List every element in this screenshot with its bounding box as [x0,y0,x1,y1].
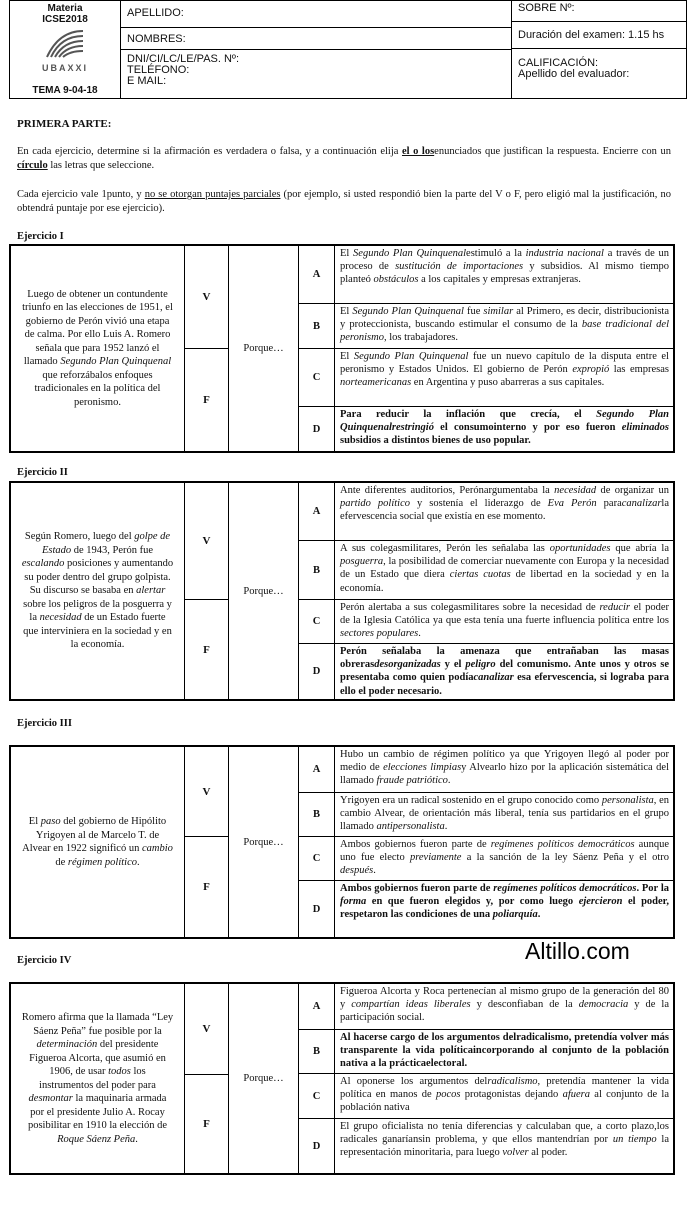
exam-header [9,0,687,99]
org-name: UBAXXI [41,63,88,73]
sobre-field[interactable]: SOBRE Nº: [512,1,686,22]
option-letter-a[interactable]: A [299,483,335,540]
false-option[interactable]: F [203,643,210,656]
apellido-field[interactable]: APELLIDO: [121,1,511,28]
true-false-column [185,483,229,699]
calificacion-label: CALIFICACIÓN: [518,57,599,69]
option-letter-c[interactable]: C [299,1074,335,1118]
option-text: Al oponerse los argumentos delradicalismo, pretendía mantener la vida política en manos de pocos protagonistas dejando afuera al conjunto de la población nativa [340,1076,670,1114]
true-option[interactable]: V [185,747,228,837]
option-text: Para reducir la inflación que crecía, el Segundo Plan Quinquenalrestringió el consumointerno y por eso fueron eliminados subsidios a distintos bienes de uso popular. [340,409,669,447]
exercise-statement: El paso del gobierno de Hipólito Yrigoyen al de Marcelo T. de Alvear en 1922 significó un cambio de régimen político. [11,747,185,937]
option-letter-d[interactable]: D [299,644,335,699]
option-letter-c[interactable]: C [299,837,335,880]
email-field[interactable]: E MAIL: [127,75,167,87]
option-letter-b[interactable]: B [299,304,335,348]
option-text: Perón alertaba a sus colegasmilitares sobre la necesidad de reducir el poder de la Iglesia Católica ya que esta tenía una fuerte influencia política entre los sectores populares. [340,602,669,640]
option-row-b [299,793,673,837]
option-letter-a[interactable]: A [299,246,335,303]
nombres-field[interactable]: NOMBRES: [121,28,511,50]
option-row-a [299,483,673,541]
option-row-c [299,1074,673,1119]
true-option[interactable]: V [185,984,228,1075]
option-letter-c[interactable]: C [299,600,335,643]
porque-label: Porque… [229,984,299,1173]
option-text: Hubo un cambio de régimen político ya que Yrigoyen llegó al poder por medio de elecciones limpiasy Alvearlo hizo por la aplicación sistemática del llamado fraude patriótico. [340,749,669,787]
options-column [299,483,673,699]
option-row-d [299,407,673,451]
option-letter-b[interactable]: B [299,541,335,599]
true-option[interactable]: V [185,483,228,600]
options-column [299,246,673,451]
option-row-d [299,1119,673,1173]
option-text: Figueroa Alcorta y Roca pertenecían al mismo grupo de la generación del 80 y compartían ideas liberales y desconfiaban de la democracia y de la participación social. [340,986,669,1024]
option-text: El Segundo Plan Quinquenal fue similar al Primero, es decir, distribucionista y proteccionista, buscando estimular el consumo de la base tradicional del peronismo, los trabajadores. [340,306,669,344]
ubaxxi-logo-icon [39,27,91,61]
tema-label: TEMA 9-04-18 [32,85,98,96]
exercise-title: Ejercicio IV [17,955,72,966]
false-option[interactable]: F [203,881,210,893]
option-row-a [299,984,673,1030]
part-title: PRIMERA PARTE: [17,118,112,130]
option-row-b [299,1030,673,1074]
true-option[interactable]: V [185,246,228,349]
option-text: Ambos gobiernos fueron parte de regímenes políticos democráticos aunque uno fue electo previamente a la sanción de la ley Sáenz Peña y el otro después. [340,839,669,877]
exercise-table [9,745,675,939]
option-row-d [299,644,673,699]
option-letter-c[interactable]: C [299,349,335,406]
exercise-table [9,982,675,1175]
porque-label: Porque… [229,747,299,937]
false-option[interactable]: F [203,1118,210,1130]
option-row-c [299,349,673,407]
option-row-d [299,881,673,937]
option-text: Ante diferentes auditorios, Perónargumentaba la necesidad de organizar un partido político y sostenía el liderazgo de Eva Perón paracanalizarla efervescencia social que existía en ese momento. [340,485,669,523]
exercise-statement: Según Romero, luego del golpe de Estado de 1943, Perón fue escalando posiciones y aumentando su poder dentro del grupo golpista. Su discurso se basaba en alertar sobre los peligros de la posguerra y la necesidad de un Estado fuerte que interviniera en la sociedad y en la economía. [11,483,185,699]
porque-label: Porque… [229,246,299,451]
dni-field[interactable]: DNI/CI/LC/LE/PAS. Nº: [127,53,240,65]
calificacion-box[interactable] [512,49,686,98]
evaluador-label: Apellido del evaluador: [518,68,630,80]
option-letter-d[interactable]: D [299,407,335,451]
true-false-column [185,246,229,451]
option-letter-d[interactable]: D [299,1119,335,1173]
option-row-b [299,541,673,600]
option-text: A sus colegasmilitares, Perón les señalaba las oportunidades que abría la posguerra, la posibilidad de comerciar nuevamente con Europa y la necesidad de un Estado que diera ciertas cuotas de libertad en la sociedad y en la economía. [340,543,669,594]
option-text: El Segundo Plan Quinquenalestimuló a la industria nacional a través de un proceso de sustitución de importaciones y subsidios. Al mismo tiempo planteó obstáculos a los capitales y empresas extranjeras. [340,248,669,286]
student-fields [121,0,511,99]
exercise-title: Ejercicio III [17,718,72,729]
option-text: Ambos gobiernos fueron parte de regímenes políticos democráticos. Por la forma en que fueron elegidos y, por como luego ejercieron el poder, respetaron las condiciones de una poliarquía. [340,883,669,921]
instructions-paragraph: En cada ejercicio, determine si la afirmación es verdadera o falsa, y a continuación elija el o losenunciados que justifican la respuesta. Encierre con un círculo las letras que seleccione. [17,146,671,171]
option-letter-d[interactable]: D [299,881,335,937]
materia-code: ICSE2018 [42,14,88,25]
option-row-c [299,837,673,881]
exercise-table [9,481,675,701]
option-text: Al hacerse cargo de los argumentos delradicalismo, pretendía volver más transparente la vida políticaincorporando al conjunto de la población nativa a la prácticaelectoral. [340,1032,669,1070]
true-false-column [185,984,229,1173]
option-letter-a[interactable]: A [299,984,335,1029]
watermark: Altillo.com [525,938,630,964]
option-row-a [299,747,673,793]
options-column [299,747,673,937]
false-option[interactable]: F [203,394,210,406]
options-column [299,984,673,1173]
option-row-c [299,600,673,644]
exercise-statement: Romero afirma que la llamada “Ley Sáenz Peña” fue posible por la determinación del presidente Figueroa Alcorta, que asumió en 1906, de usar todos los instrumentos del poder para desmontar la maquinaria armada por el presidente Julio A. Rocay posibilitar en 1910 la elección de Roque Sáenz Peña. [11,984,185,1173]
option-text: Perón señalaba la amenaza que entrañaban las masas obrerasdesorganizadas y el peligro del comunismo. Ante unos y otros se presentaba como quien podíacanalizar esa efervescencia, si lograba para ello el poder necesario. [340,646,669,697]
exercise-statement: Luego de obtener un contundente triunfo en las elecciones de 1951, el gobierno de Perón vivió una etapa de calma. Por ello Luis A. Romero señala que para 1952 lanzó el llamado Segundo Plan Quinquenal que reforzábalos enfoques tradicionales en la política del peronismo. [11,246,185,451]
option-letter-a[interactable]: A [299,747,335,792]
porque-label: Porque… [229,483,299,699]
header-logo-box [9,0,121,99]
option-text: El Segundo Plan Quinquenal fue un nuevo capítulo de la disputa entre el peronismo y Estados Unidos. El gobierno de Perón expropió las empresas norteamericanas en Argentina y puso abarreras a sus capitales. [340,351,670,389]
option-text: El grupo oficialista no tenía diferencias y calculaban que, a corto plazo,los radicales ganaríansin problema, y que ellos mantendrían por un tiempo la representación minoritaria, para luego volver al poder. [340,1121,670,1159]
exercise-table [9,244,675,453]
exercise-title: Ejercicio II [17,467,68,478]
materia-label: Materia [47,3,83,14]
exam-info [511,0,687,99]
telefono-field[interactable]: TELÉFONO: [127,64,190,76]
option-row-b [299,304,673,349]
exercise-title: Ejercicio I [17,231,64,242]
option-text: Yrigoyen era un radical sostenido en el grupo conocido como personalista, en cambio Alvear, de orientación más liberal, tenía sus partidarios en el grupo llamado antipersonalista. [340,795,669,833]
option-row-a [299,246,673,304]
duracion-label: Duración del examen: 1.15 hs [512,22,686,49]
true-false-column [185,747,229,937]
option-letter-b[interactable]: B [299,1030,335,1073]
scoring-paragraph: Cada ejercicio vale 1punto, y no se otorgan puntajes parciales (por ejemplo, si usted respondió bien la parte del V o F, pero eligió mal la justificación, no obtendrá puntaje por ese ejercicio). [17,189,672,214]
option-letter-b[interactable]: B [299,793,335,836]
contact-fields[interactable] [121,50,511,98]
